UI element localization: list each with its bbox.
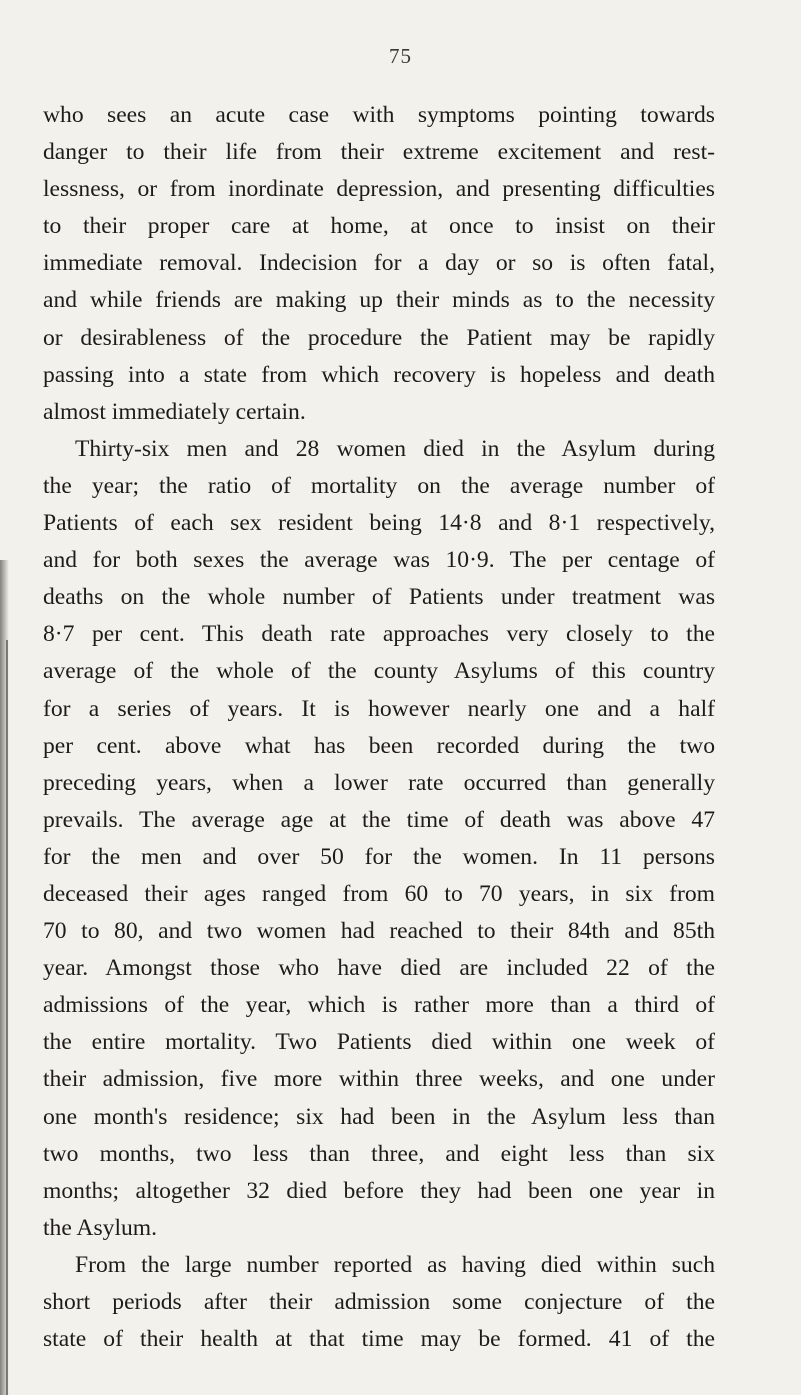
- text-line: the year; the ratio of mortality on the average number of: [43, 472, 715, 499]
- page-number: 75: [389, 44, 412, 68]
- text-line: short periods after their admission some conjecture of the: [43, 1289, 715, 1315]
- text-line: deceased their ages ranged from 60 to 70 years, in six from: [43, 880, 715, 907]
- text-line: 8·7 per cent. This death rate approaches very closely to the: [43, 621, 715, 648]
- binding-edge: [6, 640, 8, 1395]
- text-line: average of the whole of the county Asylums of this country: [43, 658, 715, 685]
- text-line: passing into a state from which recovery is hopeless and death: [43, 361, 715, 388]
- text-line: and while friends are making up their minds as to the necessity: [43, 287, 715, 314]
- text-line: state of their health at that time may be formed. 41 of the: [43, 1326, 715, 1353]
- text-line: deaths on the whole number of Patients under treatment was: [43, 584, 715, 611]
- text-line: danger to their life from their extreme excitement and rest-: [43, 139, 715, 166]
- text-line: for the men and over 50 for the women. In 11 persons: [43, 843, 715, 870]
- text-line: year. Amongst those who have died are included 22 of the: [43, 955, 715, 982]
- paragraph-start: Thirty-six men and 28 women died in the Asylum during: [75, 435, 715, 462]
- text-line: to their proper care at home, at once to insist on their: [43, 213, 715, 240]
- text-line: for a series of years. It is however nearly one and a half: [43, 695, 715, 722]
- text-line: months; altogether 32 died before they had been one year in: [43, 1177, 715, 1204]
- text-line: one month's residence; six had been in the Asylum less than: [43, 1103, 715, 1130]
- text-line: Patients of each sex resident being 14·8 and 8·1 respectively,: [43, 510, 715, 537]
- text-line: who sees an acute case with symptoms pointing towards: [43, 102, 715, 128]
- text-line: almost immediately certain.: [43, 398, 306, 425]
- paragraph-start: From the large number reported as having died within such: [75, 1251, 715, 1278]
- text-line: the entire mortality. Two Patients died within one week of: [43, 1029, 715, 1056]
- text-line: prevails. The average age at the time of death was above 47: [43, 806, 715, 833]
- text-line: per cent. above what has been recorded during the two: [43, 732, 715, 759]
- text-line: and for both sexes the average was 10·9. The per centage of: [43, 547, 715, 574]
- text-line: 70 to 80, and two women had reached to their 84th and 85th: [43, 918, 715, 945]
- text-line: lessness, or from inordinate depression, and presenting difficulties: [43, 176, 715, 203]
- text-line: immediate removal. Indecision for a day or so is often fatal,: [43, 250, 715, 277]
- text-line: admissions of the year, which is rather more than a third of: [43, 992, 715, 1019]
- text-line: preceding years, when a lower rate occurred than generally: [43, 769, 715, 796]
- text-line: the Asylum.: [43, 1214, 158, 1241]
- text-line: their admission, five more within three weeks, and one under: [43, 1066, 715, 1093]
- text-line: two months, two less than three, and eight less than six: [43, 1140, 715, 1167]
- body-text: [43, 97, 715, 1358]
- text-line: or desirableness of the procedure the Patient may be rapidly: [43, 324, 715, 351]
